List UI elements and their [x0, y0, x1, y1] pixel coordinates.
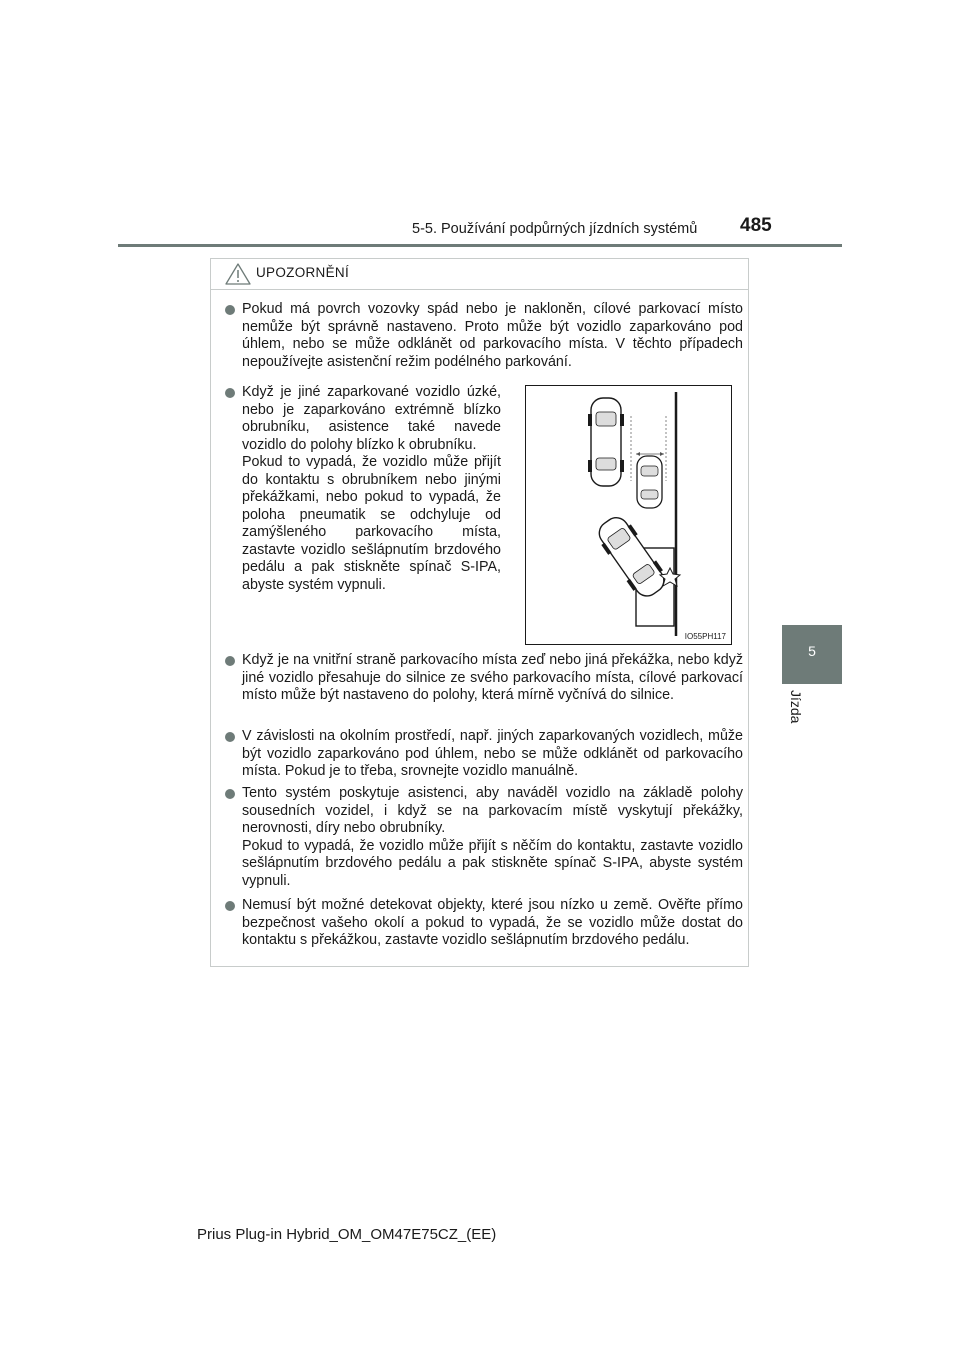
page-number: 485 [740, 215, 772, 236]
bullet-text: Když je na vnitřní straně parkovacího místa zeď nebo jiná překážka, nebo když jiné vozidlo přesahuje do silnice ze svého parkovacího místa, cílové parkovací místo může být nastaveno do polohy, která mírně vyčnívá do silnice. [242, 652, 743, 703]
parked-car-front [588, 398, 624, 486]
moving-car [592, 511, 671, 602]
warning-title: UPOZORNĚNÍ [256, 265, 350, 280]
chapter-tab-number: 5 [808, 643, 816, 659]
bullet-dot-icon [225, 901, 235, 911]
bullet-dot-icon [225, 305, 235, 315]
parking-diagram-svg [526, 386, 731, 644]
bullet-dot-icon [225, 656, 235, 666]
bullet-text: V závislosti na okolním prostředí, např. jiných zaparkovaných vozidlech, může být vozidlo zaparkováno pod úhlem, nebo se může odklánět od parkovacího místa. Pokud je to třeba, srovnejte vozidlo manuálně. [242, 728, 743, 779]
warning-triangle-icon [225, 263, 251, 285]
bullet-text: Pokud má povrch vozovky spád nebo je nakloněn, cílové parkovací místo nemůže být správně nastaveno. Proto může být vozidlo zaparkováno pod úhlem, nebo se může odklánět od parkovacího místa. V těchto případech nepoužívejte asistenční režim podélného parkování. [242, 301, 743, 370]
bullet-dot-icon [225, 388, 235, 398]
warning-bullet [225, 728, 743, 781]
figure-code: IO55PH117 [684, 632, 726, 641]
chapter-tab[interactable] [782, 625, 842, 684]
parked-car-narrow [637, 456, 662, 508]
warning-bullet [225, 897, 743, 950]
warning-bullet [225, 384, 501, 594]
header-rule [118, 244, 842, 247]
document-footer: Prius Plug-in Hybrid_OM_OM47E75CZ_(EE) [197, 1226, 497, 1243]
warning-bullet [225, 785, 743, 890]
warning-box [210, 258, 749, 967]
bullet-text: Tento systém poskytuje asistenci, aby naváděl vozidlo na základě polohy sousedních vozidel, i když se na parkovacím místě vyskytují překážky, nerovnosti, díry nebo obrubníky. Pokud to vypadá, že vozidlo může přijít s něčím do kontaktu, zastavte vozidlo sešlápnutím brzdového pedálu a pak stiskněte spínač S-IPA, abyste systém vypnuli. [242, 785, 743, 889]
bullet-text: Nemusí být možné detekovat objekty, které jsou nízko u země. Ověřte přímo bezpečnost vašeho okolí a pokud to vypadá, že se vozidlo může dostat do kontaktu s překážkou, zastavte vozidlo sešlápnutím brzdového pedálu. [242, 897, 743, 948]
warning-bullet [225, 301, 743, 371]
parking-illustration [525, 385, 732, 645]
chapter-label: Jízda [788, 690, 804, 724]
bullet-dot-icon [225, 732, 235, 742]
running-header: 5-5. Používání podpůrných jízdních systémů [412, 221, 698, 237]
warning-bullet [225, 652, 743, 705]
bullet-text: Když je jiné zaparkované vozidlo úzké, nebo je zaparkováno extrémně blízko obrubníku, asistence také navede vozidlo do polohy blízko k obrubníku. Pokud to vypadá, že vozidlo může přijít do kontaktu s obrubníkem nebo jinými překážkami, nebo pokud to vypadá, že poloha pneumatik se odchyluje od zamýšleného parkovacího místa, zastavte vozidlo sešlápnutím brzdového pedálu a pak stiskněte spínač S-IPA, abyste systém vypnuli. [242, 384, 501, 593]
warning-header [211, 259, 748, 290]
bullet-dot-icon [225, 789, 235, 799]
